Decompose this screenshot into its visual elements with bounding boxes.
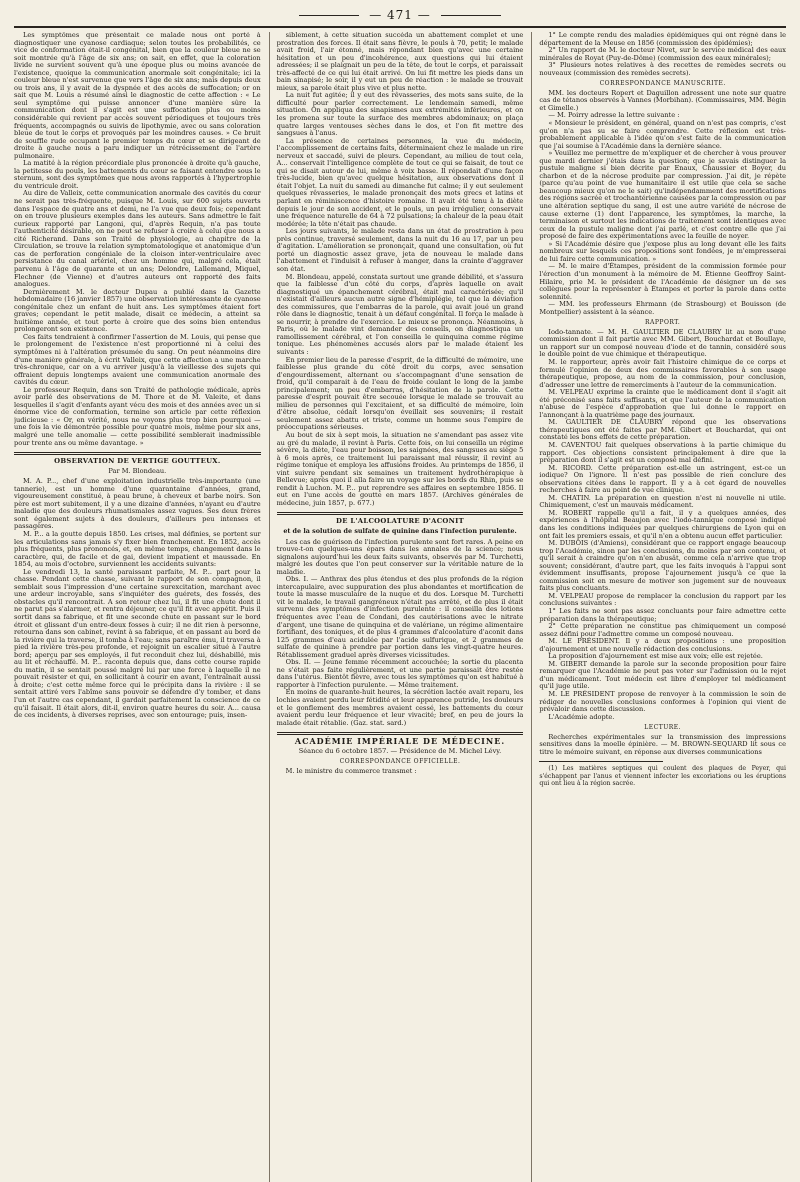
- footnote: (1) Les matières septiques qui coulent des plaques de Peyer, qui s'échappent par l'anus et viennent infecter les excoriations ou les éruptions qui ont lieu à la région sacrée.: [539, 765, 787, 787]
- paragraph: M. VELPEAU exprime la crainte que le médicament dont il s'agit ait été préconisé sans faits suffisants, et que l'auteur de la communication n'abuse de l'espèce d'approbation que lui donne le rapport en l'annonçant à la quatrième page des journaux.: [539, 388, 787, 419]
- paragraph: « Monsieur le président, en général, quand on n'est pas compris, c'est qu'on n'a pas su se faire comprendre. Cette réflexion est très-probablement applicable à l'idée qu'on s'est faite de la communication que j'ai soumise à l'Académie dans la dernière séance.: [539, 119, 787, 150]
- paragraph: M. le ministre du commerce transmet :: [285, 766, 417, 775]
- paragraph: M. RICORD. Cette préparation est-elle un astringent, est-ce un iodique? On l'ignore. Il n'est pas possible de rien conclure des observations citées dans le rapport. Il y a à cet égard de nouvelles recherches à faire au point de vue clinique.: [539, 463, 787, 495]
- header-rule-left: [299, 15, 359, 16]
- paragraph: M. LE PRÉSIDENT propose de renvoyer à la commission le soin de rédiger de nouvelles conclusions conformes à l'opinion qui vient de prévaloir dans cette discussion.: [539, 690, 787, 714]
- section-subtitle: et de la solution de sulfate de quinine dans l'infection purulente.: [283, 527, 517, 535]
- paragraph: M. GIBERT demande la parole sur la seconde proposition pour faire remarquer que l'Académie ne peut pas voter sur l'admission ou le rejet d'un médicament. Tout médecin est libre d'employer tel médicament qu'il juge utile.: [539, 659, 787, 691]
- paragraph: L'Académie adopte.: [548, 712, 615, 721]
- paragraph: Les cas de guérison de l'infection purulente sont fort rares. A peine en trouve-t-on quelques-uns épars dans les annales de la science; nous signalons aujourd'hui les deux faits suivants, observés par M. Turchetti, malgré les doutes que l'on peut conserver sur la véritable nature de la maladie.: [276, 537, 524, 576]
- paragraph: — M. Poirry adresse la lettre suivante :: [548, 111, 680, 120]
- paragraph: M. le rapporteur, après avoir fait l'histoire chimique de ce corps et formulé l'opinion de deux des commissaires favorables à son usage thérapeutique, propose, au nom de la commission, pour conclusion, d'adresser une lettre de remerciments à l'auteur de la communication.: [539, 357, 787, 389]
- paragraph: 2° Cette préparation ne constitue pas chimiquement un composé assez défini pour l'admettre comme un composé nouveau.: [539, 622, 787, 638]
- paragraph: Ces faits tendraient à confirmer l'assertion de M. Louis, qui pense que le prolongement de l'existence n'est proportionné ni à celui des symptômes ni à l'altération présumée du sang. On peut néanmoins dire d'une manière générale, à écrit Valleix, que cette affection a une marche très-chronique, car on a vu arriver jusqu'à la vieillesse des sujets qui offraient depuis longtemps avaient une communication anormale des cavités du cœur.: [14, 332, 261, 387]
- paragraph: Le vendredi 13, la santé paraissant parfaite, M. P... part pour la chasse. Pendant cette chasse, suivant le rapport de son compagnon, il semblait sous l'impression d'une certaine surexcitation, marchant avec une ardeur incroyable, sans s'inquiéter des guérets, des fossés, des obstacles qu'il rencontrait. A son retour chez lui, il fit une chute dont il ne parut pas s'alarmer, et rentra déjeuner, ce qu'il fit avec appétit. Puis il sortit dans sa fabrique, et fit une seconde chute en passant sur le bord étroit et glissant d'un entre-deux fosses à cuir; il ne dit rien à personne, retourna dans son cabinet, revint à sa fabrique, et en passant au bord de la rivière qui la traverse, il tomba à l'eau; sans paraître ému, il traversa à pied la rivière très-peu profonde, et rejoignit un escalier situé à l'autre bord; aperçu par ses employés, il fut reconduit chez lui, déshabillé, mis au lit et réchauffé. M. P... raconta depuis que, dans cette course rapide du matin, il se sentait poussé malgré lui par une force à laquelle il ne pouvait résister et qui, en sollicitant à courir en avant, l'entraînait aussi à droite; c'est cette même force qui le précipita dans la rivière : il se sentait attiré vers l'abîme sans pouvoir se défendre d'y tomber, et dans l'un et l'autre cas cependant, il gardait parfaitement la conscience de ce qu'il faisait. Il était alors, dit-il, environ quatre heures du soir. A... causa de ces incidents, à diverses reprises, avec son entourage; puis, insen-: [14, 567, 261, 720]
- paragraph: M. GAULTIER DE CLAUBRY répond que les observations thérapeutiques ont été faites par MM. Gibert et Bouchardat, qui ont constaté les bons effets de cette préparation.: [539, 418, 787, 442]
- paragraph: » Si l'Académie désire que j'expose plus au long devant elle les faits nombreux sur lesquels ces propositions sont fondées, je m'empresserai de lui faire cette communication. »: [539, 239, 787, 263]
- paragraph: — MM. les professeurs Ehrmann (de Strasbourg) et Bouisson (de Montpellier) assistent à la séance.: [539, 300, 787, 316]
- paragraph: La nuit fut agitée; il y eut des rêvasseries, des mots sans suite, de la difficulté pour parler correctement. Le lendemain samedi, même situation. On appliqua des sinapismes aux extrémités inférieures, et on les promena sur toute la surface des membres abdominaux; on plaça quatre larges ventouses sèches dans le dos, et l'on fit mettre des sangsues à l'anus.: [276, 91, 524, 138]
- paragraph: Au dire de Valleix, cette communication anormale des cavités du cœur ne serait pas très-fréquente, puisque M. Louis, sur 600 sujets ouverts dans l'espace de quatre ans et demi, ne l'a vue que deux fois; cependant on en trouve plusieurs exemples dans les auteurs. Sans admettre le fait curieux rapporté par Langoni, qui, d'après Requin, n'a pas toute l'authenticité désirable, on ne peut se refuser à croire à celui que nous a cité Richerand. Dans son Traité de physiologie, au chapitre de la Circulation, se trouve la relation symptomatologique et anatomique d'un cas de perforation congéniale de la cloison inter-ventriculaire avec persistance du canal artériel, chez un homme qui, malgré cela, était parvenu à l'âge de quarante et un ans; Delondre, Lallemand, Miquel, Flechner (de Vienne) et d'autres auteurs ont rapporté des faits analogues.: [14, 189, 261, 289]
- paragraph: M. DUBOIS (d'Amiens), considérant que ce rapport engage beaucoup trop l'Académie, sinon par les conclusions, du moins par son contenu, et qu'il serait à craindre qu'on n'en abusât, comme cela n'arrive que trop souvent; considérant, d'autre part, que les faits invoqués à l'appui sont évidemment insuffisants, propose l'ajournement jusqu'à ce que la commission soit en mesure de motiver son jugement sur de nouveaux faits plus concluants.: [539, 539, 787, 593]
- columns: [14, 32, 786, 1182]
- paragraph: — M. le maire d'Étampes, président de la commission formée pour l'érection d'un monument à la mémoire de M. Étienne Geoffroy Saint-Hilaire, prie M. le président de l'Académie de désigner un de ses collègues pour la représenter à Étampes et porter la parole dans cette solennité.: [539, 262, 787, 301]
- section-divider: [277, 732, 524, 735]
- paragraph: La présence de certaines personnes, la vue du médecin, l'accomplissement de certains faits, déterminaient chez le malade un rire nerveux et saccadé, suivi de pleurs. Cependant, au milieu de tout cela, A... conservait l'intelligence complète de tout ce qui se faisait, de tout ce qui se disait autour de lui, même à voix basse. Il répondait d'une façon très-lucide, bien qu'avec quelque hésitation, aux observations dont il était l'objet. La nuit du samedi au dimanche fut calme; il y eut seulement quelques rêvasseries, le malade prononçait des mots grecs et latins et parlant en réminiscence d'histoire romaine. Il avait été tenu à la diète depuis le jour de son accident, et le pouls, un peu irrégulier, conservait une fréquence naturelle de 64 à 72 pulsations; la chaleur de la peau était modérée; la tête n'était pas chaude.: [276, 136, 524, 228]
- footnote-rule: [539, 761, 662, 762]
- paragraph: 1° Les faits ne sont pas assez concluants pour faire admettre cette préparation dans la thérapeutique;: [539, 607, 787, 623]
- paragraph: Les symptômes que présentait ce malade nous ont porté à diagnostiquer une cyanose cardiaque; selon toutes les probabilités, ce vice de conformation était-il congénital, bien que la couleur bleue ne se soit montrée qu'à l'âge de six ans; on sait, en effet, que la coloration livide ne survient souvent qu'à une époque plus ou moins avancée de l'existence, quoique la communication anormale soit congénitale; ici la couleur bleue n'est survenue que vers l'âge de six ans; mais depuis deux ou trois ans, il y avait de la dyspnée et des accès de suffocation; or on sait que M. Louis a résumé ainsi le diagnostic de cette affection : « Le seul symptôme qui puisse annoncer d'une manière sûre la communication dont il s'agit est une suffocation plus ou moins considérable qui revient par accès souvent périodiques et toujours très fréquents, accompagnés ou suivis de lipothymie, avec ou sans coloration bleue de tout le corps et provoqués par les moindres causes. » Ce bruit de souffle rude occupant le premier temps du cœur et se dirigeant de droite à gauche nous a paru indiquer un rétrécissement de l'artère pulmonaire.: [14, 32, 261, 160]
- paragraph: MM. les docteurs Ropert et Daguillon adressent une note sur quatre cas de tétanos observés à Vannes (Morbihan). (Commissaires, MM. Bégin et Gimelle.): [539, 88, 787, 112]
- paragraph: En moins de quarante-huit heures, la sécrétion lactée avait reparu, les lochies avaient perdu leur fétidité et leur apparence putride, les douleurs et le gonflement des membres avaient cessé, les battements du cœur avaient perdu leur fréquence et leur vivacité; bref, en peu de jours la malade était rétablie. (Gaz. stat. sard.): [276, 688, 524, 727]
- page-header: [14, 6, 786, 24]
- paragraph: M. ROBERT rappelle qu'il a fait, il y a quelques années, des expériences à l'hôpital Beaujon avec l'iodo-tannique composé indiqué dans les conditions indiquées par quelques chirurgiens de Lyon qui en ont fait les premiers essais, et qu'il n'en a obtenu aucun effet particulier.: [539, 508, 787, 540]
- section-title: DE L'ALCOOLATURE D'ACONIT: [336, 517, 464, 526]
- top-rule: [14, 26, 786, 28]
- paragraph: M. VELPEAU propose de remplacer la conclusion du rapport par les conclusions suivantes :: [539, 591, 787, 608]
- paragraph: La proposition d'ajournement est mise aux voix; elle est rejetée.: [548, 652, 763, 661]
- paragraph: 3° Plusieurs notes relatives à des recettes de remèdes secrets ou nouveaux (commission des remèdes secrets).: [539, 61, 787, 77]
- column-2: [269, 32, 524, 1182]
- paragraph: Dernièrement M. le docteur Dupau a publié dans la Gazette hebdomadaire (16 janvier 1857) une observation intéressante de cyanose congénitale chez un enfant de huit ans. Les symptômes étaient fort graves; cependant le petit malade, disait ce médecin, a atteint sa huitième année, et tout porte à croire que des soins bien entendus prolongeront son existence.: [14, 287, 261, 334]
- paragraph: En premier lieu de la paresse d'esprit, de la difficulté de mémoire, une faiblesse plus grande du côté droit du corps, avec sensation d'engourdissement, alternant ou s'accompagnant d'une sensation de froid, qu'il comparait à de l'eau de froide coulant le long de la jambe principalement; un peu d'embarras, d'hésitation de la parole. Cette paresse d'esprit pouvait être secouée lorsque le malade se trouvait au milieu de personnes qui l'excitaient, et sa difficulté de mémoire, loin d'être absolue, cédait lorsqu'on éveillait ses souvenirs; il restait seulement assez abattu et triste, comme un homme sous l'empire de préoccupations sérieuses.: [276, 355, 524, 432]
- paragraph: Le professeur Requin, dans son Traité de pathologie médicale, après avoir parlé des observations de M. Thore et de M. Valeite, et dans lesquelles il s'agit d'enfants ayant vécu des mois et des années avec un si énorme vice de conformation, termine son article par cette réflexion judicieuse : « Or, en vérité, nous ne voyons plus trop bien pourquoi — une fois la vie démontrée possible pour quatre mois, même pour six ans, malgré une telle anomalie — cette possibilité semblerait inadmissible pour trente ans ou même davantage. »: [14, 385, 261, 447]
- paragraph: M. P... a la goutte depuis 1850. Les crises, mal définies, se portent sur les articulations sans jamais s'y fixer bien franchement. En 1852, accès plus fréquents, plus prononcés, et, en même temps, changement dans le caractère, qui, de facile et de gai, devient impatient et maussade. En 1854, au mois d'octobre, surviennent les accidents suivants:: [14, 530, 261, 569]
- section-author: Par M. Blondeau.: [108, 466, 167, 475]
- paragraph: M. CHATIN. La préparation en question n'est ni nouvelle ni utile. Chimiquement, c'est un mauvais médicament.: [539, 493, 787, 510]
- paragraph: 1° Le compte rendu des maladies épidémiques qui ont régné dans le département de la Meuse en 1856 (commission des épidémies);: [539, 32, 787, 47]
- paragraph: Les jours suivants, le malade resta dans un état de prostration à peu près continue, traversé seulement, dans la nuit du 16 au 17, par un peu d'agitation. L'amélioration se prononçait, quand une consultation, où fut porté un diagnostic assez grave, jeta de nouveau le malade dans l'abattement et l'induisit à refuser à manger, dans la crainte d'aggraver son état.: [276, 227, 524, 273]
- rapport-title: RAPPORT.: [645, 319, 681, 327]
- paragraph: La matité à la région précordiale plus prononcée à droite qu'à gauche, la petitesse du pouls, les battements du cœur se faisant entendre sous le sternum, sont des symptômes que nous avons rapportés à l'hypertrophie du ventricule droit.: [14, 159, 261, 190]
- academy-title: ACADÉMIE IMPÉRIALE DE MÉDECINE.: [294, 736, 506, 747]
- paragraph: » Veuillez me permettre de m'expliquer et de chercher à vous prouver que mardi dernier j'étais dans la question; que je savais distinguer la pustule maligne si bien décrite par Enaux, Chaussier et Boyer, du charbon et de la nécrose produite par compression. J'ai dit, je répète (parce qu'au point de vue humanitaire il est utile que cela se sache beaucoup mieux qu'on ne le sait) qu'indépendamment des mortifications des régions sacrée et trochantérienne causées par la compression ou par une altération septique du sang, il est une autre variété de nécrose de cause externe (1) dont l'apparence, les symptômes, la marche, la terminaison et surtout les indications de traitement sont identiques avec ceux de la pustule maligne dont j'ai parlé, et c'est contre elle que j'ai proposé de faire des expérimentations avec la feuille de noyer.: [539, 149, 787, 241]
- lecture-title: LECTURE.: [644, 724, 682, 732]
- paragraph: Iodo-tannate. — M. H. GAULTIER DE CLAUBRY lit au nom d'une commission dont il fait partie avec MM. Gibert, Bouchardat et Boullaye, un rapport sur un composé nouveau d'iode et de tannin, considéré sous le double point de vue chimique et thérapeutique.: [539, 327, 787, 359]
- paragraph: Recherches expérimentales sur la transmission des impressions sensitives dans la moelle épinière. — M. BROWN-SEQUARD lit sous ce titre le mémoire suivant, en réponse aux diverses communications: [539, 732, 787, 756]
- paragraph: M. LE PRÉSIDENT. Il y a deux propositions : une proposition d'ajournement et une nouvelle rédaction des conclusions.: [539, 637, 787, 653]
- paragraph: Au bout de six à sept mois, la situation ne s'amendant pas assez vite au gré du malade, il revint à Paris. Cette fois, on lui conseilla un régime sévère, la diète, l'eau pour boisson, les saignées, des sangsues au siège 5 à 6 mois après, ce traitement lui paraissant mal réussir, il revint au régime tonique et employa les affusions froides. Au printemps de 1856, il vint suivre pendant six semaines un traitement hydrothérapique à Bellevue; après quoi il alla faire un voyage sur les bords du Rhin, puis se rendit à Luchon. M. P... put reprendre ses affaires en septembre 1856. Il eut en l'une accès de goutte en mars 1857. (Archives générales de médecine, juin 1857, p. 677.): [276, 430, 524, 507]
- section-title: OBSERVATION DE VERTIGE GOUTTEUX.: [54, 457, 221, 466]
- session-line: Séance du 6 octobre 1857. — Présidence de M. Michel Lévy.: [298, 746, 502, 755]
- page-number: — 471 —: [369, 8, 431, 22]
- section-divider: [14, 452, 261, 455]
- correspondence-title: CORRESPONDANCE OFFICIELLE.: [339, 758, 461, 766]
- header-rule-right: [441, 15, 501, 16]
- column-1: [14, 32, 261, 1182]
- paragraph: M. Blondeau, appelé, constata surtout une grande débilité, et s'assura que la faiblesse d'un côté du corps, d'après laquelle on avait diagnostiqué un épanchement cérébral, était mal caractérisée; qu'il n'existait d'ailleurs aucun autre signe d'hémiplégie, tel que la déviation des commissures, que l'embarras de la parole, qui avait joué un grand rôle dans le diagnostic, tenait à un défaut congénital. Il força le malade à se nourrir, à prendre de l'exercice. Le mieux se prononça. Néanmoins, à Paris, où le malade vint demander des conseils, on diagnostiqua un ramollissement cérébral, et l'on conseilla le quinquina comme régime tonique. Les phénomènes accusés alors par le malade étaient les suivants :: [276, 272, 524, 356]
- paragraph: M. CAVENTOU fait quelques observations à la partie chimique du rapport. Ces objections consistent principalement à dire que la préparation dont il s'agit est un composé mal défini.: [539, 440, 787, 465]
- paragraph: siblement, à cette situation succéda un abattement complet et une prostration des forces. Il était sans fièvre, le pouls à 70, petit; le malade avait froid, l'air étonné, mais répondant bien qu'avec une certaine hésitation et un peu d'incohérence, aux questions qui lui étaient adressées; il se plaignait un peu de la tête, de tout le corps, et paraissait très-affecté de ce qui lui était arrivé. On lui fit mettre les pieds dans un bain sinapisé; le soir, il y eut un peu de réaction : le malade se trouvait mieux, sa parole était plus vive et plus nette.: [276, 32, 524, 92]
- column-3: [531, 32, 786, 1182]
- paragraph: Obs. II. — Jeune femme récemment accouchée; la sortie du placenta ne s'était pas faite régulièrement, et une partie paraissait être restée dans l'utérus. Bientôt fièvre, avec tous les symptômes qu'on est habitué à rapporter à l'infection purulente. — Même traitement.: [276, 658, 524, 689]
- paragraph: M. A. P..., chef d'une exploitation industrielle très-importante (une tannerie), est un homme d'une quarantaine d'années, grand, vigoureusement constitué, à peau brune, à cheveux et barbe noirs. Son père est mort subitement, il y a une dizaine d'années, n'ayant eu d'autre maladie que des douleurs rhumatismales assez vagues. Ses deux frères sont également sujets à des douleurs, d'ailleurs peu intenses et passagères.: [14, 477, 261, 531]
- paragraph: 2° Un rapport de M. le docteur Nivet, sur le service médical des eaux minérales de Royat (Puy-de-Dôme) (commission des eaux minérales);: [539, 46, 787, 62]
- section-divider: [277, 512, 524, 515]
- correspondence-manuscript-title: CORRESPONDANCE MANUSCRITE.: [599, 80, 726, 88]
- paragraph: Obs. I. — Anthrax des plus étendus et des plus profonds de la région intercapulaire, avec suppuration des plus abondantes et mortification de toute la masse musculaire de la nuque et du dos. Lorsque M. Turchetti vit le malade, le travail gangréneux n'était pas arrêté, et de plus il était survenu des symptômes d'infection purulente : il conseilla des lotions fréquentes avec l'eau de Condani, des cautérisations avec le nitrate d'argent, une tisane de quinquina et de valériane, un régime alimentaire fortifiant, des toniques, et de plus 4 grammes d'alcoolature d'aconit dans 125 grammes d'eau acidulée par l'acide sulfurique, et 2 grammes de sulfate de quinine à prendre par portion dans les vingt-quatre heures. Rétablissement graduel après diverses vicissitudes.: [276, 575, 524, 659]
